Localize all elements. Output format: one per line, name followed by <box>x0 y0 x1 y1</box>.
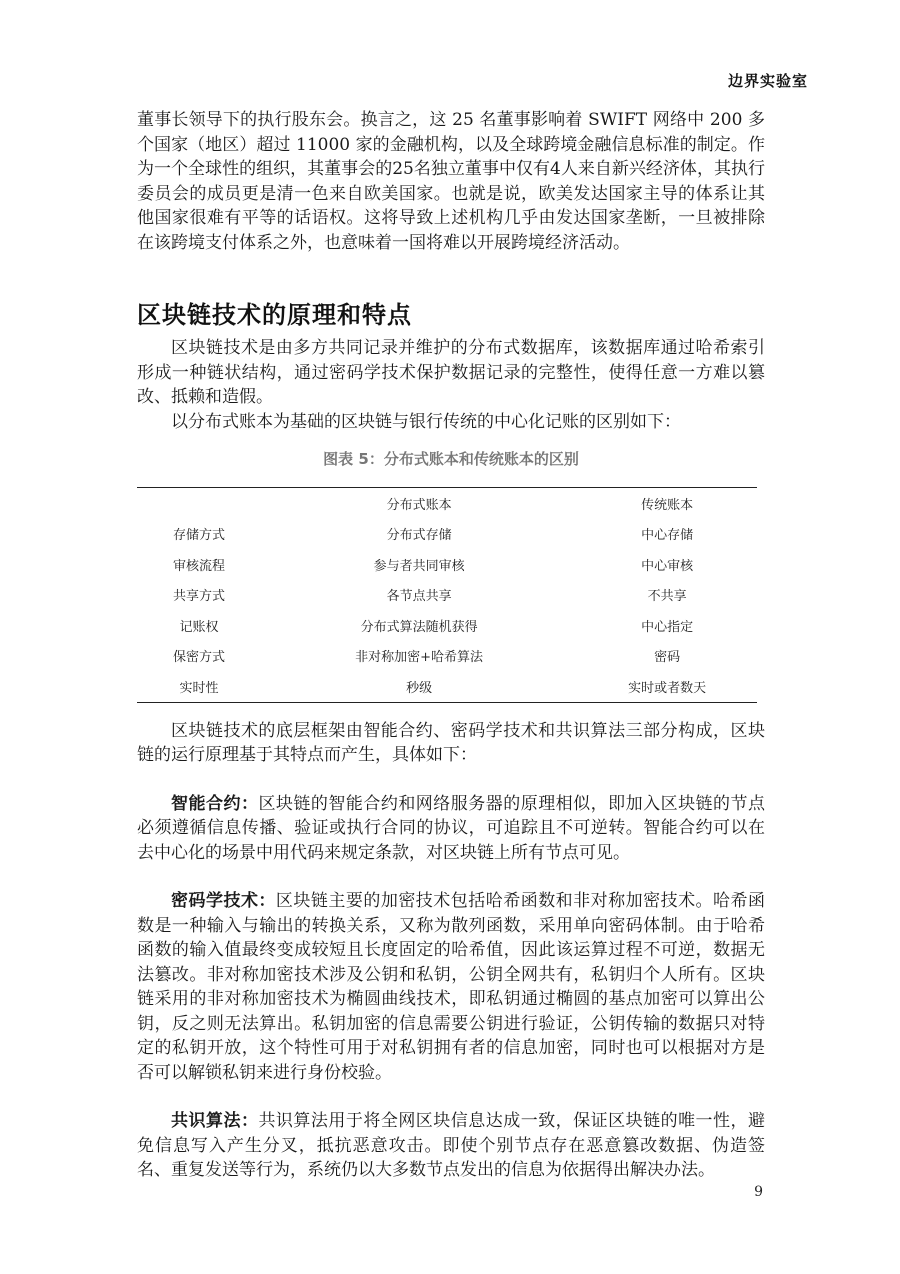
table-row <box>137 610 757 641</box>
table-row <box>137 641 757 672</box>
ledger-comparison-table <box>137 487 757 703</box>
page-number: 9 <box>754 1184 763 1200</box>
table-cell: 非对称加密+哈希算法 <box>355 650 484 666</box>
table-row <box>137 519 757 550</box>
table-cell: 记账权 <box>179 619 219 635</box>
table-row <box>137 671 757 702</box>
paragraph-consensus <box>137 1109 765 1183</box>
table-row <box>137 549 757 580</box>
table-cell: 不共享 <box>647 589 687 605</box>
table-row <box>137 580 757 611</box>
paragraph-cryptography <box>137 889 765 1085</box>
table-cell: 中心存储 <box>641 528 694 544</box>
table-header-cell <box>137 488 261 519</box>
table-cell: 分布式算法随机获得 <box>360 619 478 635</box>
table-cell: 实时性 <box>179 680 219 696</box>
term-smart-contract: 智能合约： <box>171 793 259 814</box>
table-header-row <box>137 488 757 519</box>
table-cell: 存储方式 <box>172 528 225 544</box>
text-consensus: 共识算法用于将全网区块信息达成一致，保证区块链的唯一性，避免信息写入产生分叉，抵抗恶意攻击。即使个别节点存在恶意篡改数据、伪造签名、重复发送等行为，系统仍以大多数节点发出的信息为依据得出解决办法。 <box>137 1111 766 1180</box>
table-caption: 图表 5：分布式账本和传统账本的区别 <box>323 450 579 468</box>
table-cell: 秒级 <box>406 680 433 696</box>
paragraph-ledger-intro: 以分布式账本为基础的区块链与银行传统的中心化记账的区别如下： <box>171 411 681 432</box>
page-content <box>137 108 765 1183</box>
text-cryptography: 区块链主要的加密技术包括哈希函数和非对称加密技术。哈希函数是一种输入与输出的转换关系，又称为散列函数，采用单向密码体制。由于哈希函数的输入值最终变成较短且长度固定的哈希值，因此该运算过程不可逆，数据无法篡改。非对称加密技术涉及公钥和私钥，公钥全网共有，私钥归个人所有。区块链采用的非对称加密技术为椭圆曲线技术，即私钥通过椭圆的基点加密可以算出公钥，反之则无法算出。私钥加密的信息需要公钥进行验证，公钥传输的数据只对特定的私钥开放，这个特性可用于对私钥拥有者的信息加密，同时也可以根据对方是否可以解锁私钥来进行身份校验。 <box>137 891 766 1083</box>
paragraph-framework-intro: 区块链技术的底层框架由智能合约、密码学技术和共识算法三部分构成，区块链的运行原理基于其特点而产生，具体如下： <box>137 720 765 765</box>
table-header-cell: 分布式账本 <box>386 497 452 513</box>
table-cell: 中心审核 <box>641 558 694 574</box>
table-cell: 共享方式 <box>172 589 225 605</box>
table-cell: 密码 <box>654 650 681 666</box>
table-cell: 保密方式 <box>172 650 225 666</box>
section-title: 区块链技术的原理和特点 <box>137 301 412 329</box>
table-cell: 审核流程 <box>172 558 225 574</box>
paragraph-smart-contract <box>137 792 765 866</box>
brand-logo: 边界实验室 <box>727 72 808 90</box>
table-cell: 参与者共同审核 <box>373 558 465 574</box>
table-cell: 中心指定 <box>641 619 694 635</box>
paragraph-swift-board: 董事长领导下的执行股东会。换言之，这 25 名董事影响着 SWIFT 网络中 200 多个国家（地区）超过 11000 家的金融机构，以及全球跨境金融信息标准的制定。作为一个全球性的组织，其董事会的25名独立董事中仅有4人来自新兴经济体，其执行委员会的成员更是清一色来自欧美国家。也就是说，欧美发达国家主导的体系让其他国家很难有平等的话语权。这将导致上述机构几乎由发达国家垄断，一旦被排除在该跨境支付体系之外，也意味着一国将难以开展跨境经济活动。 <box>137 110 765 253</box>
text-smart-contract: 区块链的智能合约和网络服务器的原理相似，即加入区块链的节点必须遵循信息传播、验证或执行合同的协议，可追踪且不可逆转。智能合约可以在去中心化的场景中用代码来规定条款，对区块链上所有节点可见。 <box>137 793 766 863</box>
term-cryptography: 密码学技术： <box>171 891 276 911</box>
table-cell: 实时或者数天 <box>628 680 707 696</box>
paragraph-blockchain-definition: 区块链技术是由多方共同记录并维护的分布式数据库，该数据库通过哈希索引形成一种链状结构，通过密码学技术保护数据记录的完整性，使得任意一方难以篡改、抵赖和造假。 <box>137 338 765 407</box>
term-consensus: 共识算法： <box>171 1111 259 1131</box>
table-header-cell: 传统账本 <box>641 497 694 513</box>
table-cell: 各节点共享 <box>386 589 452 605</box>
table-cell: 分布式存储 <box>386 528 452 544</box>
